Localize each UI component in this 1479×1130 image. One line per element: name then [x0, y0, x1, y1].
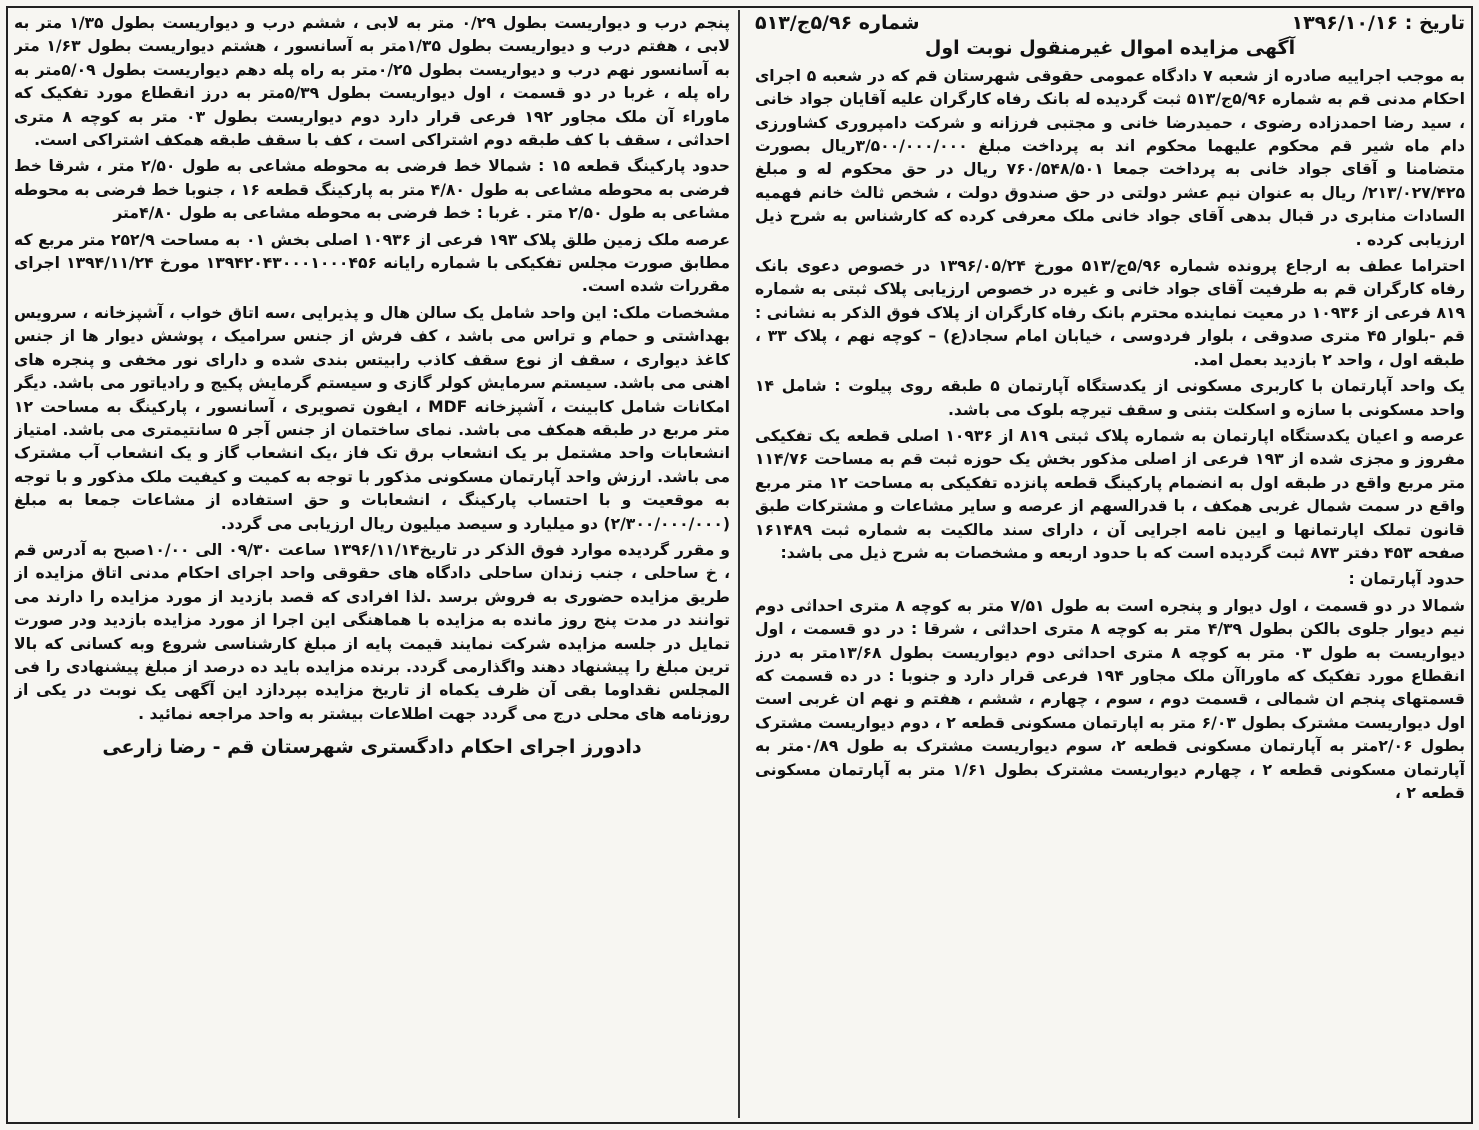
paragraph: مشخصات ملک: این واحد شامل یک سالن هال و پذیرایی ،سه اتاق خواب ، آشپزخانه ، سرویس بهداشتی و حمام و تراس می باشد ، کف فرش از جنس سرامیک ، پوشش دیوار ها از جنس کاغذ دیواری ، سقف از نوع سقف کاذب رابیتس بندی شده و دارای نور مخفی و پنجره های اهنی می باشد. سیستم سرمایش کولر گازی و سیستم گرمایش پکیج و رادیاتور می باشد. دیگر امکانات شامل کابینت ، آشپزخانه MDF ، ایفون تصویری ، آسانسور ، پارکینگ به مساحت ۱۲ متر مربع در طبقه همکف می باشد. نمای ساختمان از جنس آجر ۵ سانتیمتری می باشد. امتیاز انشعابات واحد مشتمل بر یک انشعاب برق تک فاز ،یک انشعاب گاز و یک انشعاب آب مشترک می باشد. ارزش واحد آپارتمان مسکونی مذکور با توجه به کمیت و کیفیت ملک مذکور و با توجه به موقعیت و با احتساب پارکینگ ، انشعابات و حق استفاده از مشاعات جمعا به مبلغ (۲/۳۰۰/۰۰۰/۰۰۰) دو میلیارد و سیصد میلیون ریال ارزیابی می گردد. [14, 303, 730, 533]
paragraph: یک واحد آپارتمان با کاربری مسکونی از یکدستگاه آپارتمان ۵ طبقه روی پیلوت : شامل ۱۴ واحد مسکونی با سازه و اسکلت بتنی و سقف تیرچه بلوک می باشد. [755, 377, 1465, 419]
paragraph: حدود پارکینگ قطعه ۱۵ : شمالا خط فرضی به محوطه مشاعی به طول ۲/۵۰ متر ، شرقا خط فرضی به محوطه مشاعی به طول ۴/۸۰ متر به پارکینگ قطعه ۱۶ ، جنوبا خط فرضی به محوطه مشاعی به طول ۲/۵۰ متر . غربا : خط فرضی به محوطه مشاعی به طول ۴/۸۰متر [14, 157, 730, 223]
paragraph: عرصه و اعیان یکدستگاه اپارتمان به شماره پلاک ثبتی ۸۱۹ از ۱۰۹۳۶ اصلی قطعه یک تفکیکی مفروز و مجزی شده از ۱۹۳ فرعی از اصلی مذکور بخش یک حوزه ثبت قم به مساحت ۱۱۴/۷۶ متر مربع واقع در طبقه اول به انضمام پارکینگ قطعه پانزده تفکیکی به مساحت ۱۲ متر مربع واقع در سمت شمال غربی همکف ، با قدرالسهم از عرصه و سایر مشاعات و مشترکات طبق قانون تملک اپارتمانها و ایین نامه اجرایی آن ، دارای سند مالکیت به شماره ثبت ۱۶۱۴۸۹ صفحه ۴۵۳ دفتر ۸۷۳ ثبت گردیده است که با حدود اربعه و مشخصات به شرح ذیل می باشد: [755, 426, 1465, 562]
column-divider [738, 10, 740, 1118]
border-top [6, 6, 1473, 8]
notice-header [755, 12, 1465, 35]
border-right [1471, 6, 1473, 1124]
paragraph: شمالا در دو قسمت ، اول دیوار و پنجره است به طول ۷/۵۱ متر به کوچه ۸ متری احداثی دوم نیم دیوار جلوی بالکن بطول ۴/۳۹ متر به کوچه ۸ متری احداثی ، شرقا : در دو قسمت ، اول دیواریست به طول ۰۳ متر به کوچه ۸ متری احداثی دوم دیواریست بطول ۱۳/۶۸متر به درز انقطاع مورد تفکیک که ماوراآن ملک مجاور ۱۹۴ فرعی قرار دارد و جنوبا : در ده قسمت که قسمتهای پنجم ان شمالی ، قسمت دوم ، سوم ، چهارم ، ششم ، هفتم و نهم ان غربی است اول دیواریست مشترک بطول ۶/۰۳ متر به اپارتمان مسکونی قطعه ۲ ، دوم دیواریست مشترک بطول ۲/۰۶متر به آپارتمان مسکونی قطعه ۲، سوم دیواریست مشترک به طول ۰/۸۹متر به آپارتمان مسکونی قطعه ۲ ، چهارم دیواریست مشترک بطول ۱/۶۱ متر به آپارتمان مسکونی قطعه ۲ ، [755, 596, 1465, 802]
paragraph: به موجب اجراییه صادره از شعبه ۷ دادگاه عمومی حقوقی شهرستان قم که در شعبه ۵ اجرای احکام مدنی قم به شماره ۵/۹۶ج/۵۱۳ ثبت گردیده له بانک رفاه کارگران علیه آقایان جواد خانی ، سید رضا احمدزاده رضوی ، حمیدرضا خانی و مجتبی فرزانه و شرکت دامپروری کشاورزی دام ماه شیر قم محکوم علیهما محکوم اند به پرداخت مبلغ ۳/۵۰۰/۰۰۰/۰۰۰ریال بصورت متضامنا و آقای جواد خانی به پرداخت جمعا ۷۶۰/۵۴۸/۵۰۱ ریال در حق محکوم له و مبلغ ۲۱۳/۰۲۷/۴۲۵/ ریال به عنوان نیم عشر دولتی در حق صندوق دولت ، شخص ثالث خانم فهمیه السادات منابری در قبال بدهی آقای جواد خانی ملک معرفی کرده که کارشناس به شرح ذیل ارزیابی کرده . [755, 66, 1465, 249]
paragraph: و مقرر گردیده موارد فوق الذکر در تاریخ۱۳۹۶/۱۱/۱۴ ساعت ۰۹/۳۰ الی ۱۰/۰۰صبح به آدرس قم ، خ ساحلی ، جنب زندان ساحلی دادگاه های حقوقی واحد اجرای احکام مدنی اتاق مزایده از طریق مزایده حضوری به فروش برسد .لذا افرادی که قصد بازدید از مورد مزایده را دارند می توانند در مدت پنج روز مانده به مزایده با هماهنگی این اجرا از مورد مزایده بازدید ودر صورت تمایل در جلسه مزایده شرکت نمایند قیمت پایه از مبلغ کارشناسی شروع وبه کسانی که بالا ترین مبلغ را پیشنهاد دهند واگذارمی گردد. برنده مزایده باید ده درصد از مبلغ پیشنهادی را فی المجلس نقداوما بقی آن ظرف یکماه از تاریخ مزایده بپردازد این آگهی یک نوبت در یکی از روزنامه های محلی درج می گردد جهت اطلاعات بیشتر به واحد مراجعه نمائید . [14, 540, 730, 723]
signature: دادورز اجرای احکام دادگستری شهرستان قم - رضا زارعی [102, 736, 642, 759]
border-bottom [6, 1122, 1473, 1124]
notice-date: تاریخ : ۱۳۹۶/۱۰/۱۶ [1291, 12, 1465, 34]
notice-title: آگهی مزایده اموال غیرمنقول نوبت اول [924, 37, 1296, 60]
paragraph: پنجم درب و دیواریست بطول ۰/۲۹ متر به لابی ، ششم درب و دیواریست بطول ۱/۳۵ متر به لابی ، هفتم درب و دیواریست بطول ۱/۳۵متر به آسانسور ، هشتم دیواریست بطول ۱/۶۳ متر به آسانسور نهم درب و دیواریست بطول ۰/۲۵متر به راه پله دهم دیواریست بطول ۵/۰۹متر به راه پله ، غربا در دو قسمت ، اول دیواریست بطول ۵/۳۹متر به درز انقطاع مورد تفکیک که ماوراء آن ملک مجاور ۱۹۲ فرعی قرار دارد دوم دیواریست بطول ۰۳ متر به کوچه ۸ متری احداثی ، سقف با کف طبقه دوم اشتراکی است ، کف با سقف طبقه همکف اشتراکی است. [14, 14, 730, 150]
paragraph: احتراما عطف به ارجاع پرونده شماره ۵/۹۶ج/۵۱۳ مورخ ۱۳۹۶/۰۵/۲۴ در خصوص دعوی بانک رفاه کارگران قم به طرفیت آقای جواد خانی و غیره در خصوص ارزیابی پلاک ثبتی به شماره ۸۱۹ فرعی از ۱۰۹۳۶ در معیت نماینده محترم بانک رفاه کارگران از پلاک فوق الذکر به نشانی : قم -بلوار ۴۵ متری صدوقی ، بلوار فردوسی ، خیابان امام سجاد(ع) – کوچه نهم ، پلاک ۳۳ ، طبقه اول ، واحد ۲ بازدید بعمل امد. [755, 257, 1465, 369]
notice-number: شماره ۵/۹۶ج/۵۱۳ [755, 12, 920, 34]
paragraph: حدود آپارتمان : [1348, 570, 1465, 589]
border-left [6, 6, 8, 1124]
right-column [755, 12, 1465, 1118]
paragraph: عرصه ملک زمین طلق پلاک ۱۹۳ فرعی از ۱۰۹۳۶ اصلی بخش ۰۱ به مساحت ۲۵۲/۹ متر مربع که مطابق صورت مجلس تفکیکی با شماره رایانه ۱۳۹۴۲۰۴۳۰۰۰۱۰۰۰۴۵۶ مورخ ۱۳۹۴/۱۱/۲۴ اجرای مقررات شده است. [14, 230, 730, 296]
left-column [14, 12, 730, 1118]
